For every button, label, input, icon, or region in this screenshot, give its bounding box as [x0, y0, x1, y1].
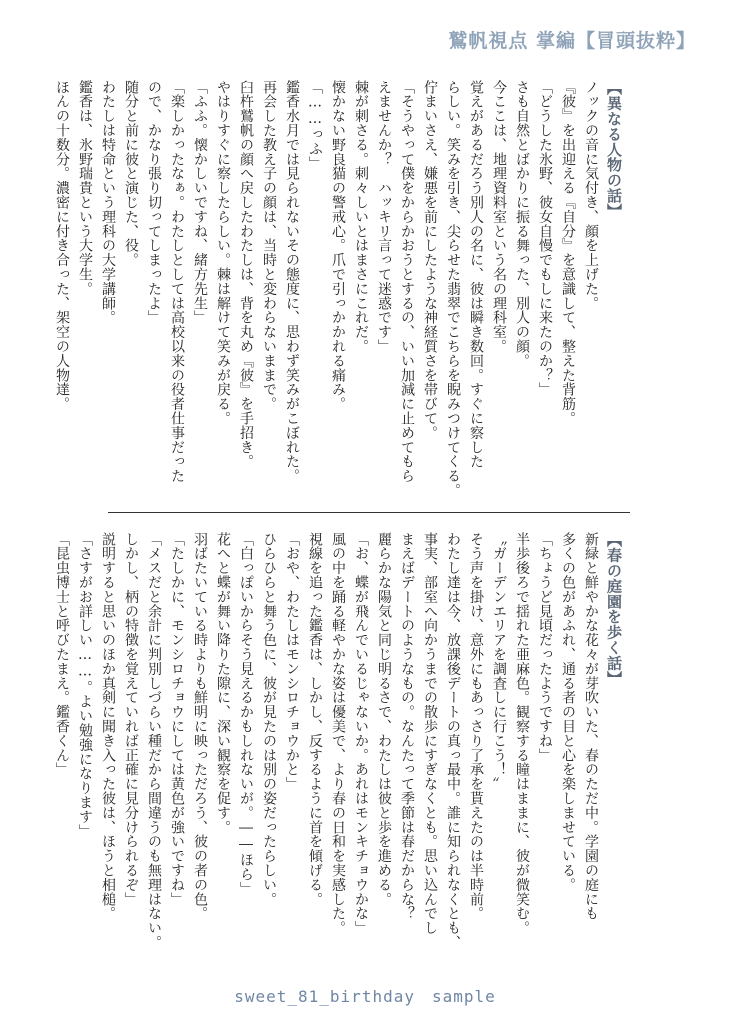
story1-line: 懐かない野良猫の警戒心。爪で引っかかれる痛み。 — [330, 80, 346, 412]
story-excerpt-1 — [50, 80, 625, 498]
story1-line: 再会した教え子の顔は、当時と変わらないままで。 — [261, 80, 277, 412]
story1-line: 「どうした氷野、彼女自慢でもしに来たのか？」 — [537, 80, 553, 397]
story2-line: しかし、柄の特徴を覚えていれば正確に見分けられるぞ」 — [123, 532, 139, 907]
story2-line: 説明すると思いのほか真剣に聞き入った彼は、ほうと相槌。 — [100, 532, 116, 921]
story2-line: 「お、蝶が飛んでいるじゃないか。あれはモンキチョウかな」 — [353, 532, 369, 936]
story1-line: 随分と前に彼と演じた、役。 — [123, 80, 139, 268]
story2-line: 新緑と鮮やかな花々が芽吹いた、春のただ中。学園の庭にも — [583, 532, 599, 921]
story1-line: さも自然とばかりに振る舞った、別人の顔。 — [514, 80, 530, 368]
story1-line: わたしは特命という理科の大学講師。 — [100, 80, 116, 325]
story1-line: 今ここは、地理資料室という名の理科室。 — [491, 80, 507, 354]
story2-line: 「昆虫博士と呼びたまえ。鑑香くん」 — [54, 532, 70, 777]
story1-line: 『彼』を出迎える『自分』を意識して、整えた背筋。 — [560, 80, 576, 426]
story1-line: 「……っふ」 — [307, 80, 323, 171]
page-header-title: 鷲帆視点 掌編【冒頭抜粋】 — [448, 30, 696, 52]
footer-caption: sweet_81_birthday sample — [234, 987, 496, 1006]
story2-line: 半歩後ろで揺れた亜麻色。観察する瞳はままに、彼が微笑む。 — [514, 532, 530, 936]
story-title-2: 【春の庭園を歩く話】 — [605, 532, 623, 686]
story1-line: 「そうやって僕をからかおうとするの、いい加減に止めてもら — [399, 80, 415, 484]
story2-line: 〝ガーデンエリアを調査しに行こう！〟 — [491, 532, 507, 792]
story2-line: 「メスだと余計に判別しづらい種だから間違うのも無理はない。 — [146, 532, 162, 950]
story1-line: 鑑香水月では見られないその態度に、思わず笑みがこぼれた。 — [284, 80, 300, 484]
story1-line: 「楽しかったなぁ。わたしとしては高校以来の役者仕事だった — [169, 80, 185, 484]
story1-line: らしい。笑みを引き、尖らせた翡翠でこちらを睨みつけてくる。 — [445, 80, 461, 498]
story2-line: まえばデートのようなもの。なんたって季節は春だからな？ — [399, 532, 415, 921]
story2-line: ひらひらと舞う色に、彼が見たのは別の姿だったらしい。 — [261, 532, 277, 907]
story1-line: 棘が刺さる。刺々しいとはまさにこれだ。 — [353, 80, 369, 354]
story2-line: 事実、部室へ向かうまでの散歩にすぎなくとも。思い込んでし — [422, 532, 438, 936]
story2-line: そう声を掛け、意外にもあっさり了承を貰えたのは半時前。 — [468, 532, 484, 921]
story1-line: えませんか？ ハッキリ言って迷惑です」 — [376, 80, 392, 354]
story2-line: 多くの色があふれ、通る者の目と心を楽しませている。 — [560, 532, 576, 892]
story1-line: 「ふふ。懐かしいですね、緒方先生」 — [192, 80, 208, 325]
story2-line: 「たしかに、モンシロチョウにしては黄色が強いですね」 — [169, 532, 185, 907]
section-divider — [108, 512, 630, 513]
story2-line: 「おや、わたしはモンシロチョウかと」 — [284, 532, 300, 792]
story1-line: ので、かなり張り切ってしまったよ」 — [146, 80, 162, 325]
story2-line: わたし達は今、放課後デートの真っ最中。誰に知られなくとも、 — [445, 532, 461, 950]
story1-line: 覚えがあるだろう別人の名に、彼は瞬き数回。すぐに察した — [468, 80, 484, 469]
story1-line: 臼杵鷲帆の顔へ戻したわたしは、背を丸め『彼』を手招き。 — [238, 80, 254, 469]
story2-line: 「さすがお詳しい……。よい勉強になります」 — [77, 532, 93, 839]
story2-line: 「白っぽいからそう見えるかもしれないが。――ほら」 — [238, 532, 254, 896]
story1-line: 鑑香は、氷野瑞貴という大学生。 — [77, 80, 93, 296]
story2-line: 視線を追った鑑香は、しかし、反するように首を傾げる。 — [307, 532, 323, 907]
story-excerpt-2 — [50, 532, 625, 950]
story1-line: 佇まいさえ、嫌悪を前にしたような神経質さを帯びて。 — [422, 80, 438, 440]
story-title-1: 【異なる人物の話】 — [605, 80, 623, 219]
story1-line: ほんの十数分。濃密に付き合った、架空の人物達。 — [54, 80, 70, 412]
story2-line: 風の中を踊る軽やかな姿は優美で、より春の日和を実感した。 — [330, 532, 346, 936]
story2-line: 麗らかな陽気と同じ明るさで、わたしは彼と歩を進める。 — [376, 532, 392, 907]
story1-line: やはりすぐに察したらしい。棘は解けて笑みが戻る。 — [215, 80, 231, 426]
story2-line: 花へと蝶が舞い降りた隙に、深い観察を促す。 — [215, 532, 231, 835]
story1-line: ノックの音に気付き、顔を上げた。 — [583, 80, 599, 311]
story2-line: 羽ばたいている時よりも鮮明に映っただろう、彼の者の色。 — [192, 532, 208, 921]
story2-line: 「ちょうど見頃だったようですね」 — [537, 532, 553, 763]
